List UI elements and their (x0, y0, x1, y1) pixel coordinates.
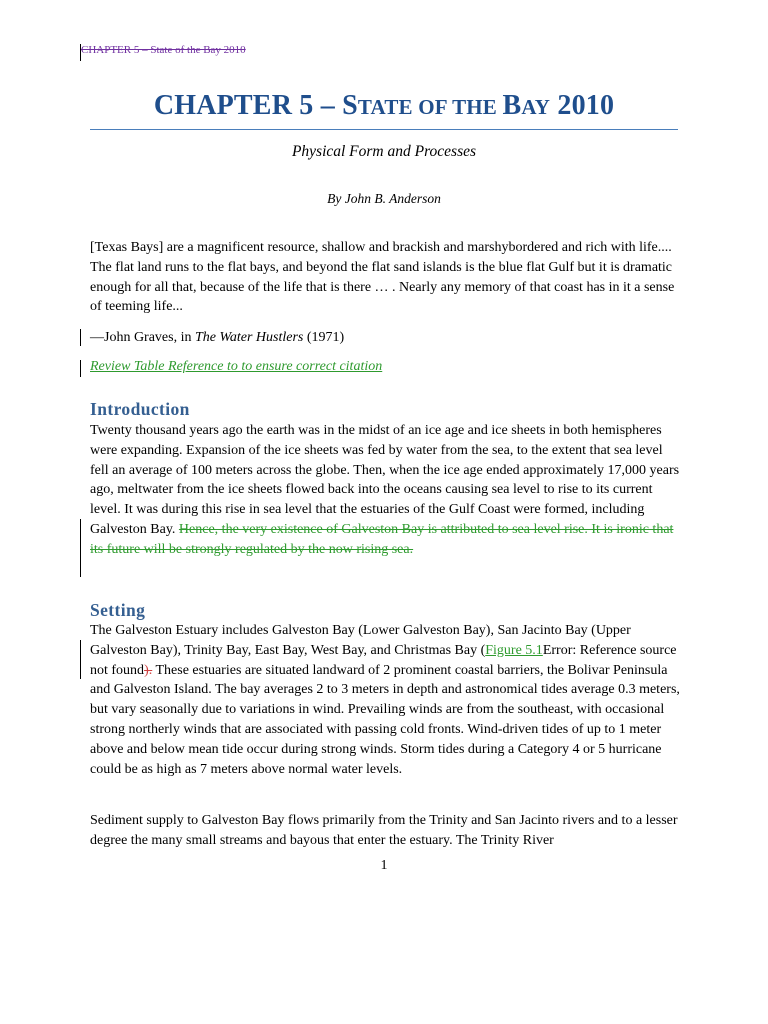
change-bar-setting (80, 640, 81, 679)
setting-text-after: These estuaries are situated landward of 2 prominent coastal barriers, the Bolivar Peninsula and Galveston Island. The bay averages 2 to 3 meters in depth and astronomical tides average 0.3 meters, but vary seasonally due to variations in wind. Prevailing winds are from the southeast, with occasional strong northerly winds that are associated with passing cold fronts. Wind-driven tides of up to 1 meter above and below mean tide occur during strong winds. Storm tides during a Category 4 or 5 hurricane could be as high as 7 meters above normal water levels. (90, 662, 680, 777)
change-bar-attribution (80, 329, 81, 346)
epigraph-quote: [Texas Bays] are a magnificent resource, shallow and brackish and marshybordered and rich with life.... The flat land runs to the flat bays, and beyond the flat sand islands is the blue flat Gulf but it is dramatic enough for all that, because of the life that is there … . Nearly any memory of that coast has in it a sense of teeming life... (90, 240, 675, 315)
introduction-deleted-text: Hence, the very existence of Galveston Bay is attributed to sea level rise. It is ironic that its future will be strongly regulated by the now rising sea. (90, 521, 674, 557)
setting-paragraph (90, 621, 680, 779)
setting-text-before: The Galveston Estuary includes Galveston Bay (Lower Galveston Bay), San Jacinto Bay (Upper Galveston Bay), Trinity Bay, East Bay, West Bay, and Christmas Bay ( (90, 623, 631, 658)
setting-heading: Setting (90, 600, 146, 620)
author-byline: By John B. Anderson (327, 191, 441, 206)
epigraph-attribution (90, 328, 680, 348)
review-comment-link[interactable]: Review Table Reference to to ensure correct citation (90, 359, 383, 374)
reference-error: Error: Reference source not found (90, 642, 677, 678)
title-s-cap: S (342, 90, 358, 121)
title-part1: CHAPTER 5 – (153, 90, 343, 121)
title-year: 2010 (550, 90, 615, 121)
chapter-subtitle: Physical Form and Processes (291, 143, 477, 160)
title-b-rest: AY (521, 95, 551, 119)
deleted-paren: ). (144, 662, 153, 678)
attribution-suffix: (1971) (303, 330, 345, 345)
attribution-book-title: The Water Hustlers (195, 330, 304, 345)
introduction-text: Twenty thousand years ago the earth was in the midst of an ice age and ice sheets in both hemispheres were expanding. Expansion of the ice sheets was fed by water from the sea, to the extent that sea level fell an average of 100 meters across the globe. Then, when the ice age ended approximately 17,000 years ago, meltwater from the ice sheets flowed back into the oceans causing sea level to rise to its current level. It was during this rise in sea level that the estuaries of the Gulf Coast were formed, including Galveston Bay. (90, 423, 680, 537)
sediment-paragraph: Sediment supply to Galveston Bay flows primarily from the Trinity and San Jacinto rivers and to a lesser degree the many small streams and bayous that enter the estuary. The Trinity River (90, 813, 678, 848)
attribution-prefix: —John Graves, in (90, 330, 195, 345)
change-bar-intro (80, 519, 81, 577)
page-number: 1 (380, 858, 388, 873)
figure-link[interactable]: Figure 5.1 (485, 642, 543, 658)
chapter-title (90, 90, 678, 122)
change-bar-review (80, 360, 81, 377)
introduction-paragraph (90, 421, 680, 560)
running-header: CHAPTER 5 – State of the Bay 2010 (81, 44, 246, 56)
introduction-heading: Introduction (90, 399, 190, 419)
title-b-cap: B (502, 90, 522, 121)
title-s-rest: TATE OF THE (357, 95, 503, 119)
title-divider (90, 129, 678, 130)
